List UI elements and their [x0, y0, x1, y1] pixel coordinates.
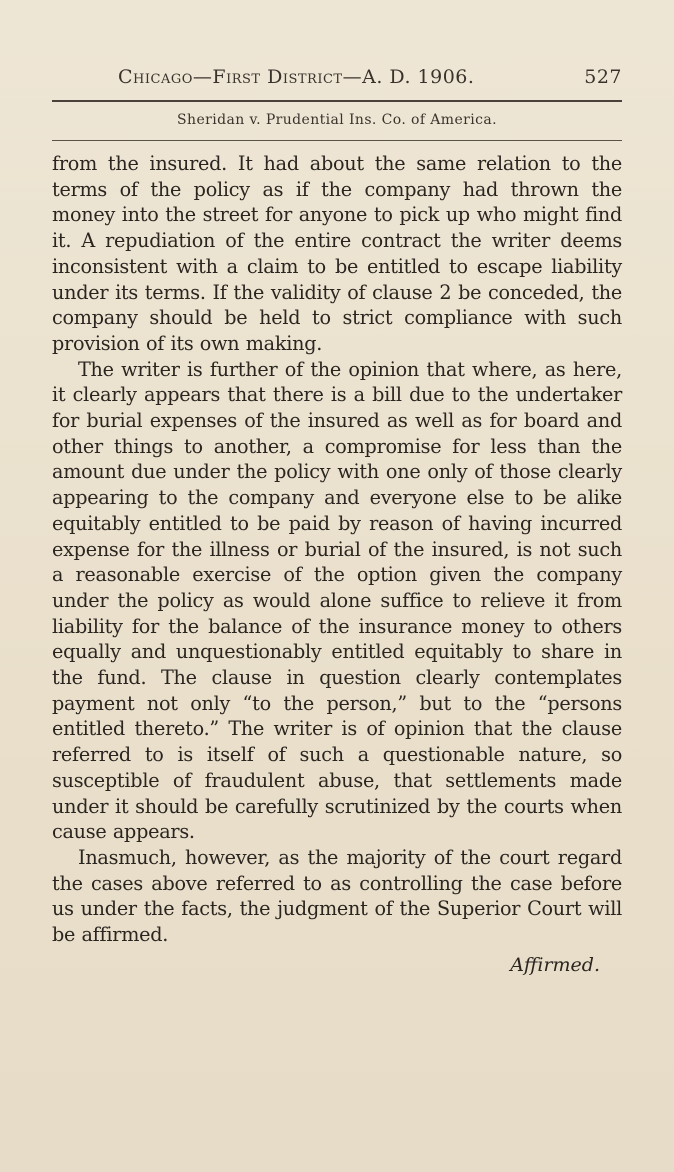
- paragraph: The writer is further of the opinion that where, as here, it clearly appears that there is a bill due to the undertaker for burial expenses of the insured as well as for board and other things to another, a compromise for less than the amount due under the policy with one only of those clearly appearing to the company and everyone else to be alike equitably entitled to be paid by reason of having incurred expense for the illness or burial of the insured, is not such a reasonable exercise of the option given the company under the policy as would alone suffice to relieve it from liability for the balance of the insurance money to others equally and unquestionably entitled equitably to share in the fund. The clause in question clearly contemplates payment not only “to the person,” but to the “persons entitled thereto.” The writer is of opinion that the clause referred to is itself of such a questionable nature, so susceptible of fraudulent abuse, that settlements made under it should be carefully scrutinized by the courts when cause appears.: [52, 357, 622, 844]
- page-number: 527: [584, 66, 622, 88]
- case-title: Sheridan v. Prudential Ins. Co. of America.: [177, 112, 497, 128]
- disposition-affirmed: Affirmed.: [510, 953, 600, 976]
- running-head-title: Chicago—First District—A. D. 1906.: [118, 66, 475, 88]
- paragraph-continued: from the insured. It had about the same relation to the terms of the policy as if the company had thrown the money into the street for anyone to pick up who might find it. A repudiation of the entire contract the writer deems inconsistent with a claim to be entitled to escape liability under its terms. If the validity of clause 2 be conceded, the company should be held to strict compliance with such provision of its own making.: [52, 152, 622, 355]
- header-rule-bottom: [52, 140, 622, 141]
- paragraph: Inasmuch, however, as the majority of the court regard the cases above referred to as controlling the case before us under the facts, the judgment of the Superior Court will be affirmed.: [52, 845, 622, 947]
- running-head: [52, 62, 622, 92]
- header-rule-top: [52, 100, 622, 102]
- opinion-body: [52, 151, 622, 948]
